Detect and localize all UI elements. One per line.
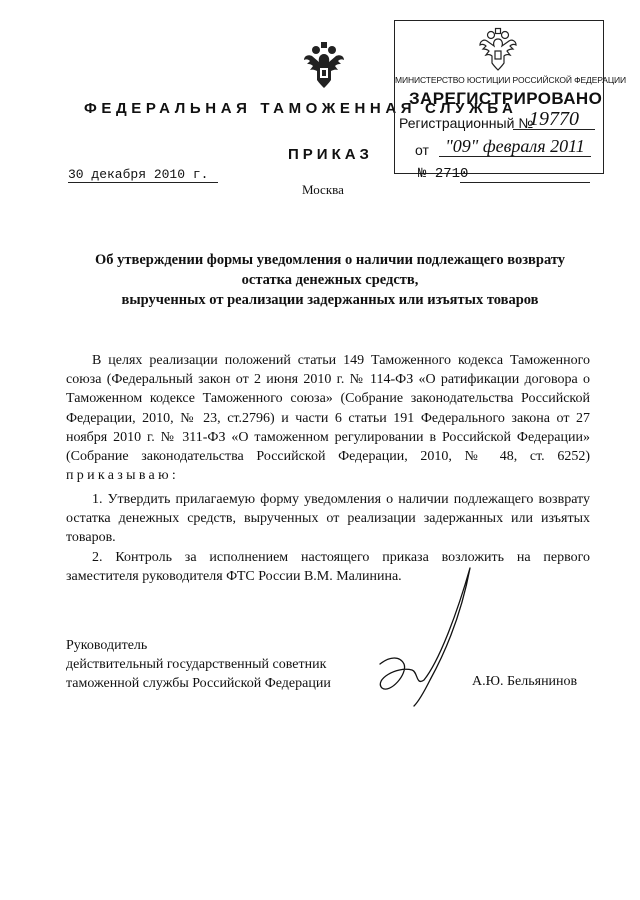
title-line-1: Об утверждении формы уведомления о наличии подлежащего возврату xyxy=(94,252,566,268)
order-word: приказываю: xyxy=(66,468,180,484)
state-emblem-icon xyxy=(298,40,350,92)
stamp-reg-label: Регистрационный № xyxy=(399,115,534,131)
order-number xyxy=(418,166,468,182)
signer-name: А.Ю. Бельянинов xyxy=(472,674,578,689)
order-title: ПРИКАЗ xyxy=(288,146,373,163)
order-number-value: 2710 xyxy=(434,166,469,182)
stamp-reg-number: 19770 xyxy=(513,109,595,130)
signer-position xyxy=(66,636,331,693)
order-item-2: 2. Контроль за исполнением настоящего приказа возложить на первого заместителя руководителя ФТС России В.М. Малинина. xyxy=(66,550,590,585)
preamble-text: В целях реализации положений статьи 149 Таможенного кодекса Таможенного союза (Федеральный закон от 2 июня 2010 г. № 114-ФЗ «О ратификации договора о Таможенном кодексе Таможенного союза» (Собрание законодательства Российской Федерации, 2010, № 23, ст.2796) и части 6 статьи 191 Федерального закона от 27 ноября 2010 г. № 311-ФЗ «О таможенном регулировании в Российской Федерации» (Собрание законодательства Российской Федерации, 2010, № 48, ст. 6252) xyxy=(66,353,590,465)
stamp-registered: ЗАРЕГИСТРИРОВАНО xyxy=(409,89,603,108)
preamble-paragraph xyxy=(66,351,590,485)
title-line-2: остатка денежных средств, xyxy=(241,272,419,288)
stamp-ministry: МИНИСТЕРСТВО ЮСТИЦИИ РОССИЙСКОЙ ФЕДЕРАЦИИ xyxy=(395,75,627,85)
stamp-emblem-icon xyxy=(475,27,521,73)
order-number-prefix: № xyxy=(418,166,427,182)
signer-position-line-3: таможенной службы Российской Федерации xyxy=(66,676,331,691)
order-date: 30 декабря 2010 г. xyxy=(68,167,218,183)
handwritten-signature xyxy=(360,560,480,710)
order-item-1: 1. Утвердить прилагаемую форму уведомления о наличии подлежащего возврату остатка денежных средств, вырученных от реализации задержанных или изъятых товаров. xyxy=(66,492,590,546)
title-line-3: вырученных от реализации задержанных или изъятых товаров xyxy=(121,292,539,308)
signer-position-line-1: Руководитель xyxy=(66,638,148,653)
stamp-date-label: от xyxy=(415,142,429,158)
registration-stamp xyxy=(394,20,627,174)
signer-position-line-2: действительный государственный советник xyxy=(66,657,327,672)
document-title xyxy=(70,250,590,310)
stamp-date-value: "09" февраля 2011 xyxy=(439,136,591,157)
order-number-underline xyxy=(460,182,590,183)
city: Москва xyxy=(302,182,344,197)
agency-name: ФЕДЕРАЛЬНАЯ ТАМОЖЕННАЯ СЛУЖБА xyxy=(84,100,518,117)
